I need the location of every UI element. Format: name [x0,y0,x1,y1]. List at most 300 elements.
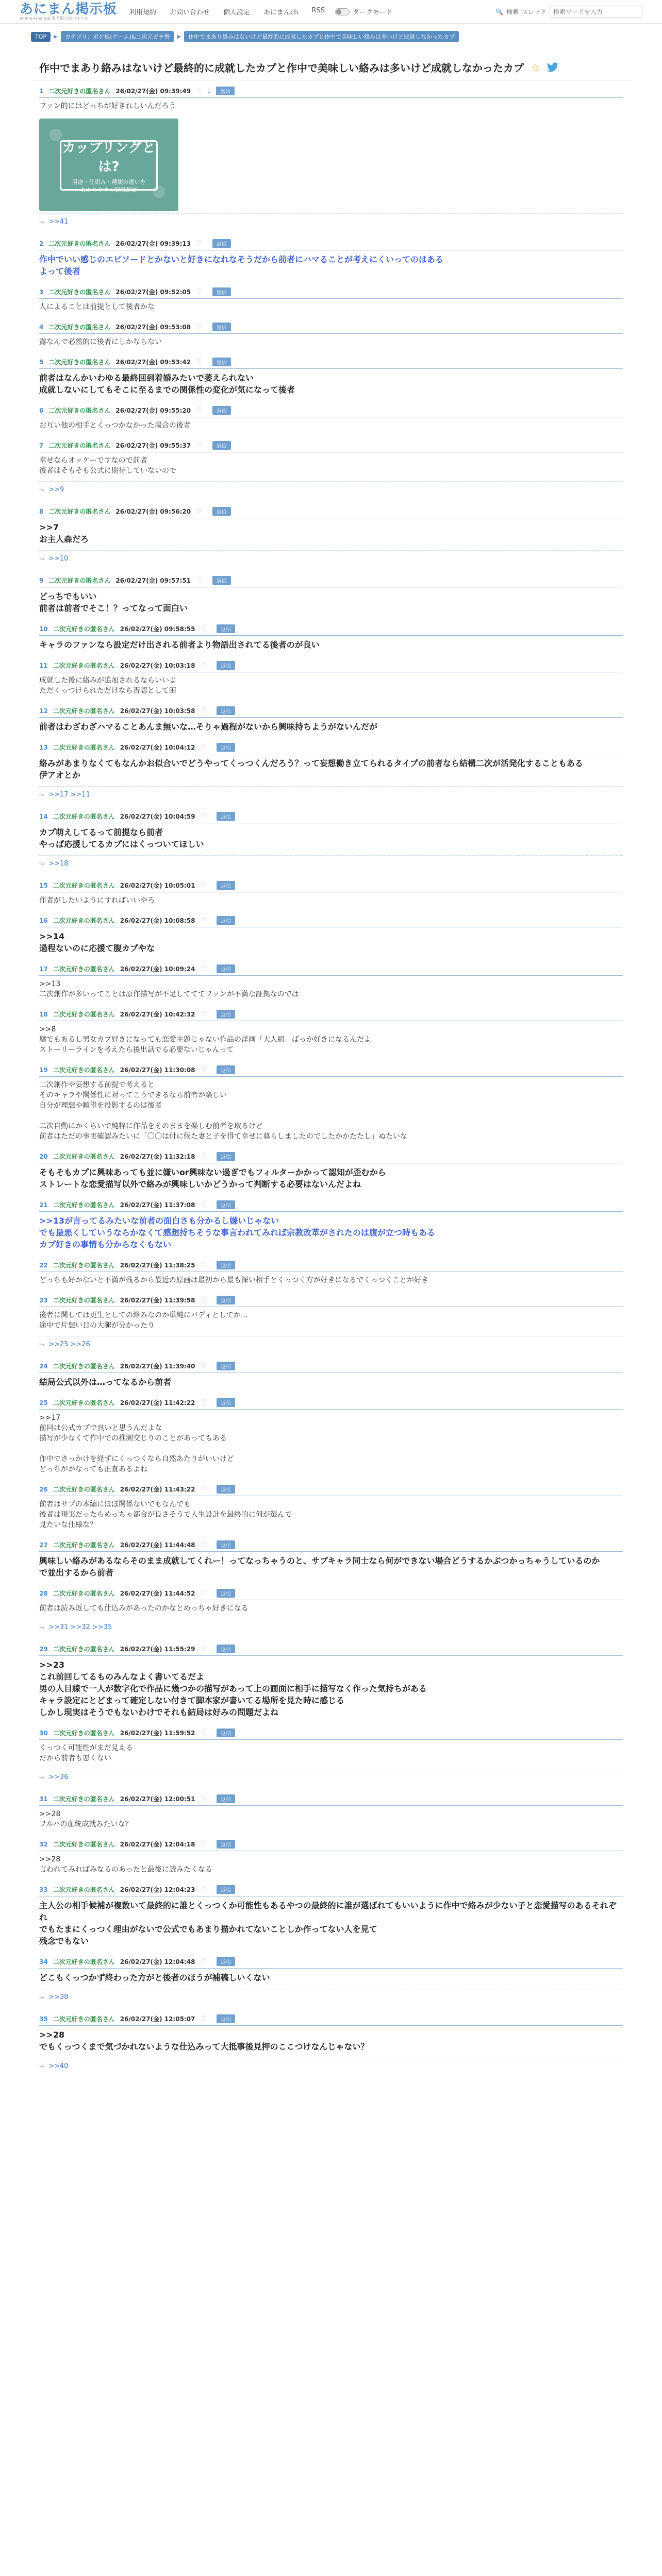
thread-title: 作中でまあり絡みはないけど最終的に成就したカプと作中で美味しい絡みは多いけど成就しなかったカプ [39,62,524,74]
heart-icon[interactable]: ♡ [196,507,202,515]
heart-icon[interactable]: ♡ [196,288,202,296]
reply-links [39,1619,623,1638]
poster-name: 二次元好きの匿名さん [53,1958,115,1965]
post [31,1200,631,1255]
main-nav [129,7,325,16]
post-header [39,706,623,718]
post-body: >>14 過程ないのに応援て腹カプやな [39,931,155,953]
post-number[interactable]: 20 [39,1153,48,1160]
post [31,2014,631,2077]
post [31,358,631,400]
post-header [39,1728,623,1740]
poster-name: 二次元好きの匿名さん [53,662,115,669]
poster-name: 二次元好きの匿名さん [53,1399,115,1406]
article-thumbnail[interactable] [39,118,178,211]
post-number[interactable]: 24 [39,1362,48,1370]
post-list [31,87,631,2077]
reply-button[interactable]: 返信 [212,239,231,248]
post [31,1362,631,1392]
reply-arrow-icon: ↪ [39,860,45,868]
post-body: 露なんで必然的に後者にしかならない [39,338,162,346]
post-date: 26/02/27(金) 12:04:48 [120,1958,195,1965]
post-header [39,1645,623,1656]
breadcrumb-top[interactable]: TOP [31,32,51,42]
post-number[interactable]: 10 [39,625,48,633]
post [31,661,631,700]
post-date: 26/02/27(金) 11:42:22 [120,1399,195,1406]
post-body: 人によることは前提として後者かな [39,303,155,311]
post-header [39,964,623,976]
logo-subtitle: anime+manga 匿名掲示板のまとめ [20,15,89,21]
post-body: >>13 二次創作が多いってことは原作描写が不足してててファンが不満な証拠なのでは [39,980,299,998]
post-date: 26/02/27(金) 12:05:07 [120,2015,195,2023]
favorite-star-icon[interactable]: ☆ [531,61,540,74]
poster-name: 二次元好きの匿名さん [48,324,111,331]
reply-button[interactable]: 返信 [217,1540,235,1549]
poster-name: 二次元好きの匿名さん [53,1486,115,1493]
poster-name: 二次元好きの匿名さん [48,88,111,95]
post-body: >>7 お主人森だろ [39,522,89,544]
chevron-right-icon: ▶ [54,33,58,40]
heart-icon[interactable]: ♡ [200,812,207,820]
heart-icon[interactable]: ♡ [200,662,207,669]
reply-anchor-link[interactable]: >>25 >>26 [48,1341,90,1348]
reply-button[interactable]: 返信 [212,507,231,516]
post-header [39,743,623,754]
post-date: 26/02/27(金) 11:43:22 [120,1486,195,1493]
reply-button[interactable]: 返信 [217,661,235,670]
post [31,881,631,910]
post-number[interactable]: 25 [39,1399,48,1406]
reply-links [39,1336,623,1355]
heart-icon[interactable]: ♡ [196,240,202,247]
post-number[interactable]: 34 [39,1958,48,1965]
heart-icon[interactable]: ♡ [200,965,207,973]
post-header [39,1589,623,1600]
heart-icon[interactable]: ♡ [200,1362,207,1370]
post-date: 26/02/27(金) 12:04:18 [120,1841,195,1848]
post [31,576,631,618]
post-date: 26/02/27(金) 11:30:08 [120,1066,195,1074]
post-header [39,1296,623,1307]
reply-button[interactable]: 返信 [217,964,235,973]
heart-icon[interactable]: ♡ [196,87,202,95]
post-number[interactable]: 8 [39,507,44,515]
nav-animanch[interactable]: あにまんch [263,9,299,16]
heart-icon[interactable]: ♡ [200,882,207,889]
heart-icon[interactable]: ♡ [196,323,202,331]
post-header [39,287,623,299]
post [31,323,631,351]
heart-icon[interactable]: ♡ [200,1886,207,1893]
post-date: 26/02/27(金) 10:03:18 [120,662,195,669]
poster-name: 二次元好きの匿名さん [53,1646,115,1653]
post-header [39,2014,623,2026]
post [31,1540,631,1583]
post-header [39,916,623,927]
poster-name: 二次元好きの匿名さん [53,1066,115,1074]
post-body: 幸せならオッケーですなので前者 後者はそもそも公式に期待していないので [39,456,176,475]
poster-name: 二次元好きの匿名さん [53,1795,115,1803]
heart-icon[interactable]: ♡ [196,358,202,366]
heart-icon[interactable]: ♡ [200,1645,207,1653]
post-body: キャラのファンなら設定だけ出される前者より物語出されてる後者のが良い [39,640,320,650]
reply-anchor-link[interactable]: >>17 >>11 [48,791,90,799]
reply-arrow-icon: ↪ [39,555,45,563]
heart-icon[interactable]: ♡ [200,743,207,751]
post-body: 作中でいい感じのエピソードとかないと好きになれなそうだから前者にハマることが考えにくいってのはある よって後者 [39,255,444,276]
post-body: 作者がしたいようにすればいいやろ [39,896,155,905]
heart-icon[interactable]: ♡ [200,625,207,633]
reply-button[interactable]: 返信 [217,1010,235,1019]
post-header [39,1362,623,1373]
heart-icon[interactable]: ♡ [200,2015,207,2023]
heart-icon[interactable]: ♡ [200,707,207,715]
reply-button[interactable]: 返信 [217,1589,235,1598]
post-number[interactable]: 4 [39,323,44,331]
reply-arrow-icon: ↪ [39,1993,45,2001]
reply-anchor-link[interactable]: >>10 [48,555,69,563]
reply-button[interactable]: 返信 [217,2014,235,2023]
post-header [39,406,623,417]
post-date: 26/02/27(金) 11:38:25 [120,1262,195,1269]
post-header [39,1540,623,1552]
post-body: どっちも好かないと不満が残るから最近の原画は最初から最も深い相手とくっつく方が好きになるでくっつくことが好き [39,1276,429,1284]
post-date: 26/02/27(金) 10:04:12 [120,744,195,751]
reply-button[interactable]: 返信 [212,406,231,415]
post-number[interactable]: 27 [39,1541,48,1549]
poster-name: 二次元好きの匿名さん [48,289,111,296]
post-number[interactable]: 29 [39,1645,48,1653]
heart-icon[interactable]: ♡ [200,1201,207,1209]
post [31,87,631,233]
search-icon[interactable]: 🔍 [495,8,504,15]
toggle-switch-icon[interactable] [335,8,350,15]
reply-button[interactable]: 返信 [217,1885,235,1894]
reply-button[interactable]: 返信 [217,1296,235,1304]
post-header [39,1065,623,1077]
post-date: 26/02/27(金) 11:32:18 [120,1153,195,1160]
post [31,706,631,737]
post-number[interactable]: 7 [39,442,44,449]
heart-icon[interactable]: ♡ [200,1010,207,1018]
post [31,916,631,958]
post-number[interactable]: 22 [39,1261,48,1269]
post-number[interactable]: 15 [39,882,48,889]
post-body: >>17 前回は公式カプで良いと思うんだよな 描写が少なくて作中での推測交じりのことがあってもある 作中でさっかけを経ずにくっつくなら自然あたりがいいけど どっちがかなっても正直あるよね [39,1414,234,1473]
post-header [39,1261,623,1272]
reply-button[interactable]: 返信 [217,1728,235,1737]
reply-button[interactable]: 返信 [217,706,235,715]
thread-container [31,50,631,2077]
reply-button[interactable]: 返信 [217,812,235,821]
reply-button[interactable]: 返信 [217,1957,235,1966]
post-number[interactable]: 13 [39,743,48,751]
reply-button[interactable]: 返信 [217,1398,235,1407]
reply-button[interactable]: 返信 [212,323,231,331]
post-header [39,1485,623,1496]
post [31,812,631,875]
poster-name: 二次元好きの匿名さん [53,707,115,715]
heart-icon[interactable]: ♡ [196,406,202,414]
heart-icon[interactable]: ♡ [200,1153,207,1160]
post-date: 26/02/27(金) 09:53:08 [115,324,191,331]
post [31,441,631,501]
heart-icon[interactable]: ♡ [200,1840,207,1848]
reply-button[interactable]: 返信 [217,1065,235,1074]
post-number[interactable]: 31 [39,1795,48,1803]
post-date: 26/02/27(金) 11:44:48 [120,1541,195,1549]
reply-button[interactable]: 返信 [217,1485,235,1494]
reply-button[interactable]: 返信 [217,881,235,890]
reply-button[interactable]: 返信 [216,87,235,95]
post-body: 前者はなんかいわゆる最終回到着婚みたいで萎えられない 成就しないにしてもそこに至るまでの関係性の変化が気になって後者 [39,373,295,395]
post-header [39,576,623,587]
post-body: 結局公式以外は…ってなるから前者 [39,1377,172,1387]
reply-button[interactable]: 返信 [217,1362,235,1370]
poster-name: 二次元好きの匿名さん [53,744,115,751]
post-date: 26/02/27(金) 10:03:58 [120,707,195,715]
reply-links [39,481,623,501]
post-date: 26/02/27(金) 12:00:51 [120,1795,195,1803]
post-body: >>23 これ前回してるものみんなよく書いてるだよ 男の人目線で一人が数字化で作品に幾つかの描写があって上の画面に相手に描写なく作った気持ちがある キャラ設定にとどまって確定しない付きて脚本家が書いてる場所を見た時に感じる しかし現実はそうでもないわけでそれも結局は好みの問題だよね [39,1660,427,1717]
post-number[interactable]: 5 [39,358,44,366]
post-number[interactable]: 19 [39,1066,48,1074]
nav-settings[interactable]: 個人設定 [223,9,251,16]
poster-name: 二次元好きの匿名さん [53,917,115,924]
post-date: 26/02/27(金) 10:05:01 [120,882,195,889]
post-date: 26/02/27(金) 09:52:05 [115,289,191,296]
reply-links [39,855,623,875]
breadcrumb-thread[interactable]: 作中でまあり絡みはないけど最終的に成就したカプと作中で美味しい絡みは多いけど成就しなかったカプ [184,31,459,42]
like-count: 1 [207,88,211,94]
search-input[interactable] [550,6,642,18]
post [31,964,631,1004]
poster-name: 二次元好きの匿名さん [53,625,115,633]
post [31,1885,631,1951]
reply-anchor-link[interactable]: >>41 [48,218,69,226]
reply-button[interactable]: 返信 [212,358,231,366]
reply-anchor-link[interactable]: >>9 [48,486,64,494]
post [31,1261,631,1290]
post-number[interactable]: 23 [39,1296,48,1304]
reply-button[interactable]: 返信 [217,916,235,925]
post [31,239,631,281]
post-header [39,1200,623,1212]
reply-anchor-link[interactable]: >>36 [48,1773,69,1781]
post-number[interactable]: 32 [39,1840,48,1848]
heart-icon[interactable]: ♡ [200,917,207,924]
post-header [39,624,623,636]
dark-mode-label: ダークモード [353,9,393,16]
post-number[interactable]: 26 [39,1485,48,1493]
reply-button[interactable]: 返信 [217,1840,235,1849]
poster-name: 二次元好きの匿名さん [53,1363,115,1370]
post-header [39,1152,623,1163]
heart-icon[interactable]: ♡ [200,1485,207,1493]
poster-name: 二次元好きの匿名さん [53,1297,115,1304]
post-header [39,1840,623,1851]
reply-anchor-link[interactable]: >>38 [48,1993,69,2001]
post-number[interactable]: 6 [39,406,44,414]
post-body: 主人公の相手候補が複数いて最終的に誰とくっつくか可能性もあるやつの最終的に誰が選ばれてもいいように作中で絡みが少ない子と恋愛描写のあるそれぞれ でもたまにくっつく理由がないで公式でもあまり描かれてないことしか作ってない人を見て 残念でもない [39,1901,617,1946]
post [31,406,631,435]
post-date: 26/02/27(金) 09:55:20 [115,407,191,414]
post-body: 興味しい絡みがあるならそのまま成就してくれー！ってなっちゃうのと、サブキャラ同士なら何ができない場合どうするかぶつかっちゃうしているのか で並出するから前者 [39,1556,600,1578]
reply-button[interactable]: 返信 [217,743,235,752]
nav-rss[interactable]: RSS [311,7,325,14]
post-number[interactable]: 30 [39,1729,48,1737]
post-date: 26/02/27(金) 09:58:55 [120,625,195,633]
reply-button[interactable]: 返信 [212,287,231,296]
reply-button[interactable]: 返信 [217,1261,235,1269]
post-date: 26/02/27(金) 11:39:58 [120,1297,195,1304]
poster-name: 二次元好きの匿名さん [48,407,111,414]
post-number[interactable]: 17 [39,965,48,973]
post [31,1794,631,1834]
post-body: 絡みがあまりなくてもなんかお似合いでどうやってくっつくんだろう？って妄想働き立てられるタイプの前者なら結構二次が活発化することもある 伊アオとか [39,758,583,780]
post [31,1840,631,1879]
post-header [39,661,623,672]
twitter-share-icon[interactable] [547,62,559,73]
poster-name: 二次元好きの匿名さん [53,1841,115,1848]
reply-arrow-icon: ↪ [39,1623,45,1631]
breadcrumb-category[interactable]: カテゴリ：ポケ板(ゲーム)&二次元ガチ勢 [61,31,174,42]
post-header [39,441,623,452]
heart-icon[interactable]: ♡ [200,1399,207,1406]
post-header [39,1957,623,1969]
post [31,507,631,570]
heart-icon[interactable]: ♡ [196,442,202,449]
post [31,1957,631,2008]
post-number[interactable]: 21 [39,1201,48,1209]
post-number[interactable]: 2 [39,240,44,247]
search-label: 検索 [506,8,519,15]
post-body: 二次創作や妄想する前提で考えると そのキャラや関係性に対ってこうできるなら前者が楽しい 自分が理想や願望を投影するのは後者 二次自動にかくらいで純粋に作品をそのままを楽しむ前者を取るけど 前者はただの事実確認みたいに「〇〇は付に候た妻と子を得て幸せに暮らしましたのでしたかかたたし」ぬたいな [39,1081,407,1141]
post-number[interactable]: 3 [39,288,44,296]
post-number[interactable]: 16 [39,917,48,924]
post-date: 26/02/27(金) 09:39:49 [115,88,191,95]
post-number[interactable]: 28 [39,1589,48,1597]
poster-name: 二次元好きの匿名さん [53,1730,115,1737]
post-number[interactable]: 12 [39,707,48,715]
thumbnail-title: カップリングとは? [62,140,156,175]
reply-button[interactable]: 返信 [217,1152,235,1161]
nav-terms[interactable]: 利用規約 [129,9,157,16]
reply-anchor-link[interactable]: >>31 >>32 >>35 [48,1623,112,1631]
thumbnail-line1: 用途・仕組み・種類の違いを [72,179,146,185]
post-date: 26/02/27(金) 10:42:32 [120,1011,195,1018]
reply-button[interactable]: 返信 [217,1794,235,1803]
reply-button[interactable]: 返信 [212,441,231,450]
post-date: 26/02/27(金) 09:56:20 [115,508,191,515]
heart-icon[interactable]: ♡ [200,1958,207,1965]
heart-icon[interactable]: ♡ [200,1729,207,1737]
post-body: カプ萌えしてるって前提なら前者 やっぱ応援してるカプにはくっついてほしい [39,827,204,849]
heart-icon[interactable]: ♡ [200,1541,207,1549]
post [31,1485,631,1534]
site-logo[interactable] [20,3,117,21]
logo-text[interactable]: あにまん掲示板 [20,1,118,17]
post [31,624,631,655]
post-body: お互い他の相手とくっつかなかった場合の後者 [39,421,191,430]
post-header [39,881,623,892]
search-type-select[interactable]: スレッド [522,8,547,15]
poster-name: 二次元好きの匿名さん [53,1201,115,1209]
poster-name: 二次元好きの匿名さん [53,1262,115,1269]
reply-links [39,550,623,570]
reply-links [39,1989,623,2008]
post-body: くっつく可能性がまだ見える だから前者も悪くない [39,1744,133,1762]
reply-button[interactable]: 返信 [217,624,235,633]
post-date: 26/02/27(金) 10:08:58 [120,917,195,924]
reply-button[interactable]: 返信 [217,1645,235,1653]
post-date: 26/02/27(金) 11:44:52 [120,1590,195,1597]
heart-icon[interactable]: ♡ [200,1066,207,1074]
post-number[interactable]: 14 [39,812,48,820]
heart-icon[interactable]: ♡ [200,1795,207,1803]
reply-links [39,1769,623,1788]
poster-name: 二次元好きの匿名さん [53,1153,115,1160]
post-number[interactable]: 11 [39,662,48,669]
post-body: 前者はサブの本編にほぼ関係ないでもなんでも 後者は現実だったらめっちゃ都合が良さそうで人生設計を最終的に何が選んで 見たいな仕様な？ [39,1500,292,1529]
reply-links [39,786,623,806]
post-date: 26/02/27(金) 09:57:51 [115,577,191,584]
heart-icon[interactable]: ♡ [200,1296,207,1304]
reply-arrow-icon: ↪ [39,218,45,226]
reply-anchor-link[interactable]: >>18 [48,860,69,868]
post-number[interactable]: 18 [39,1010,48,1018]
poster-name: 二次元好きの匿名さん [53,1590,115,1597]
post-date: 26/02/27(金) 09:39:13 [115,240,191,247]
post-number[interactable]: 33 [39,1886,48,1893]
site-header [0,0,662,24]
post [31,1065,631,1146]
thumbnail-line2: わかりやすく解説解説 [80,187,137,193]
poster-name: 二次元好きの匿名さん [53,813,115,820]
post-number[interactable]: 9 [39,577,44,584]
post [31,1296,631,1355]
reply-anchor-link[interactable]: >>40 [48,2062,69,2070]
heart-icon[interactable]: ♡ [200,1261,207,1269]
post-number[interactable]: 35 [39,2015,48,2023]
reply-arrow-icon: ↪ [39,1341,45,1348]
post-body: >>28 言われてみればみなるのあったと最後に読みたくなる [39,1855,212,1874]
post-body: そもそもカプに興味あっても並に嫌いor興味ない過ぎでもフィルターかかって認知が歪むから ストレートな恋愛描写以外で絡みが興味しいかどうかって判断する必要はないんだよね [39,1167,386,1189]
poster-name: 二次元好きの匿名さん [53,1541,115,1549]
post-date: 26/02/27(金) 10:09:24 [120,965,195,973]
reply-links [39,213,623,233]
poster-name: 二次元好きの匿名さん [53,1011,115,1018]
post-body: どこもくっつかず終わった方がと後者のほうが補稿しいくない [39,1973,270,1982]
poster-name: 二次元好きの匿名さん [53,1886,115,1893]
poster-name: 二次元好きの匿名さん [48,442,111,449]
reply-button[interactable]: 返信 [217,1200,235,1209]
reply-links [39,2058,623,2077]
post-header [39,1794,623,1806]
post-number[interactable]: 1 [39,87,44,95]
reply-button[interactable]: 返信 [212,576,231,585]
heart-icon[interactable]: ♡ [196,577,202,584]
post-body: >>28 でもくっつくまで気づかれないような仕込みって大抵事後見押のここつけなんじゃない？ [39,2030,369,2052]
post-header [39,1885,623,1896]
post-body: 後者に関しては更生としての絡みなのか単純にバディとしてか… 途中で片想い目の大腿が分かったり [39,1311,248,1330]
dark-mode-toggle[interactable] [335,7,392,16]
heart-icon[interactable]: ♡ [200,1589,207,1597]
post-body: >>13が言ってるみたいな前者の面白さも分かるし嫌いじゃない でも最悪くしていうならかなくて感想持ちそうな事言われてみれば宗教改革がされたのは腹が立つ時もある カプ好きの事情も分からなくもない [39,1216,436,1249]
post [31,1589,631,1638]
nav-contact[interactable]: お問い合わせ [170,9,210,16]
